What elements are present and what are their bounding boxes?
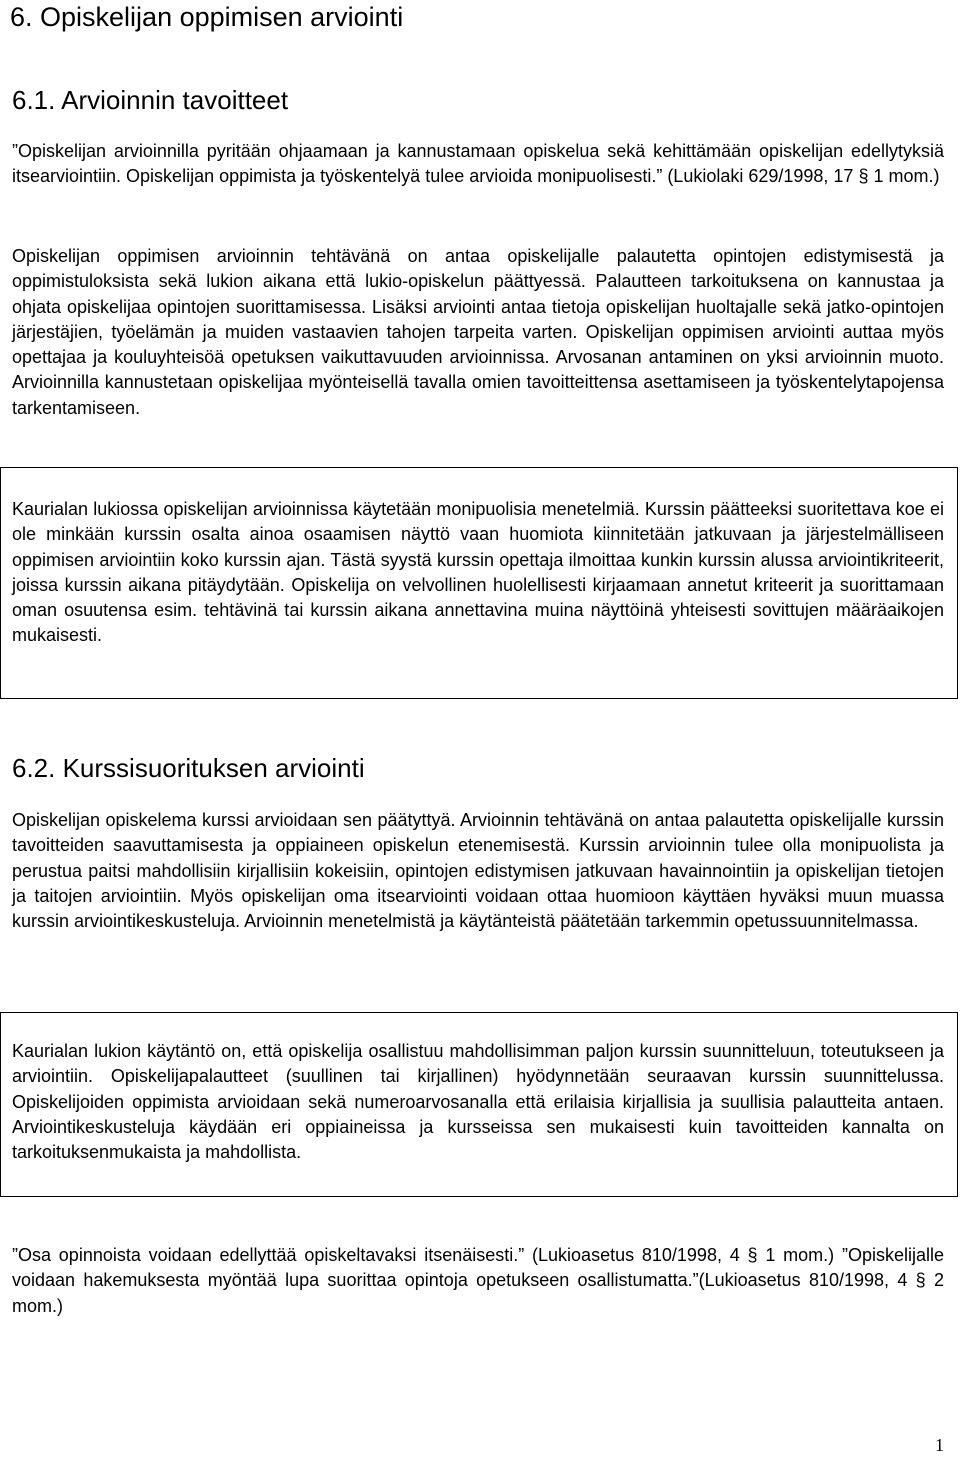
assessment-purpose-paragraph: Opiskelijan oppimisen arvioinnin tehtävänä on antaa opiskelijalle palautetta opintojen edistymisestä ja oppimistuloksista sekä lukion aikana että lukio-opiskelun päättyessä. Palautteen tarkoituksena on kannustaa ja ohjata opiskelijaa opintojen suorittamisessa. Lisäksi arviointi antaa tietoja opiskelijan huoltajalle sekä jatko-opintojen järjestäjien, työelämän ja muiden vastaavien tahojen tarpeita varten. Opiskelijan oppimisen arviointi auttaa myös opettajaa ja kouluyhteisöä opetuksen vaikuttavuuden arvioinnissa. Arvosanan antaminen on yksi arvioinnin muoto. Arvioinnilla kannustetaan opiskelijaa myönteisellä tavalla omien tavoitteittensa asettamiseen ja työskentelytapojensa tarkentamiseen. xyxy=(12,246,944,418)
law-quote-paragraph: ”Opiskelijan arvioinnilla pyritään ohjaamaan ja kannustamaan opiskelua sekä kehittämään opiskelijan edellytyksiä itsearviointiin. Opiskelijan oppimista ja työskentelyä tulee arvioida monipuolisesti.” (Lukiolaki 629/1998, 17 § 1 mom.) xyxy=(12,141,944,187)
section-title: 6. Opiskelijan oppimisen arviointi xyxy=(10,2,404,32)
school-practice-box-1 xyxy=(0,467,958,699)
school-practice-text-2: Kaurialan lukion käytäntö on, että opiskelija osallistuu mahdollisimman paljon kurssin suunnitteluun, toteutukseen ja arviointiin. Opiskelijapalautteet (suullinen tai kirjallinen) hyödynnetään seuraavan kurssin suunnittelussa. Opiskelijoiden oppimista arvioidaan sekä numeroarvosanalla että erilaisia kirjallisia ja suullisia palautteita antaen. Arviointikeskusteluja käydään eri oppiaineissa ja kursseissa sen mukaisesti kuin tavoitteiden kannalta on tarkoituksenmukaista ja mahdollista. xyxy=(12,1041,944,1163)
course-assessment-paragraph: Opiskelijan opiskelema kurssi arvioidaan sen päätyttyä. Arvioinnin tehtävänä on antaa palautetta opiskelijalle kurssin tavoitteiden saavuttamisesta ja oppiaineen opiskelun etenemisestä. Kurssin arvioinnin tulee olla monipuolista ja perustua paitsi mahdollisiin kirjallisiin kokeisiin, opintojen edistymisen jatkuvaan havainnointiin ja opiskelijan tietojen ja taitojen arviointiin. Myös opiskelijan oma itsearviointi voidaan ottaa huomioon käyttäen hyväksi muun muassa kurssin arviointikeskusteluja. Arvioinnin menetelmistä ja käytänteistä päätetään tarkemmin opetussuunnitelmassa. xyxy=(12,810,944,932)
decree-quote-paragraph: ”Osa opinnoista voidaan edellyttää opiskeltavaksi itsenäisesti.” (Lukioasetus 810/1998, 4 § 1 mom.) ”Opiskelijalle voidaan hakemuksesta myöntää lupa suorittaa opintoja opetukseen osallistumatta.”(Lukioasetus 810/1998, 4 § 2 mom.) xyxy=(12,1245,944,1316)
page-number: 1 xyxy=(935,1435,944,1455)
school-practice-text-1: Kaurialan lukiossa opiskelijan arvioinnissa käytetään monipuolisia menetelmiä. Kurssin päätteeksi suoritettava koe ei ole minkään kurssin osalta ainoa osaamisen näyttö vaan huomiota kiinnitetään jatkuvaan ja järjestelmälliseen oppimisen arviointiin koko kurssin ajan. Tästä syystä kurssin opettaja ilmoittaa kunkin kurssin alussa arviointikriteerit, joissa kurssin aikana pitäydytään. Opiskelija on velvollinen huolellisesti kirjaamaan annetut kriteerit ja suorittamaan oman osuutensa esim. tehtävinä tai kurssin aikana annettavina muina näyttöinä yhteisesti sovittujen määräaikojen mukaisesti. xyxy=(12,499,944,646)
subsection-title-6-2: 6.2. Kurssisuorituksen arviointi xyxy=(12,753,365,783)
subsection-title-6-1: 6.1. Arvioinnin tavoitteet xyxy=(12,85,289,115)
school-practice-box-2 xyxy=(0,1012,958,1197)
